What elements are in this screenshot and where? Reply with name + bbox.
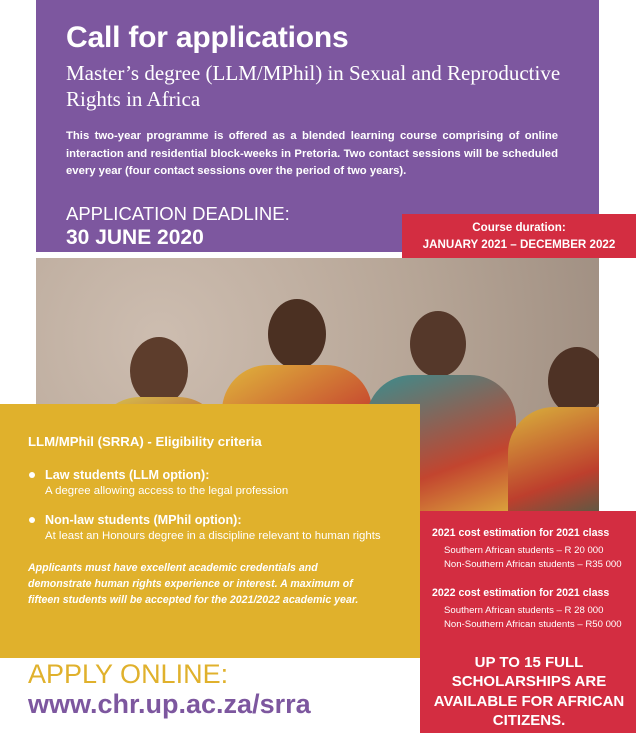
eligibility-note: Applicants must have excellent academic credentials and demonstrate human rights experience or interest. A maximum of fifteen students will be accepted for the 2021/2022 academic year. <box>28 561 359 606</box>
deadline-label: APPLICATION DEADLINE: <box>66 202 290 224</box>
cost-line: Southern African students – R 28 000 <box>444 604 604 616</box>
eligibility-block <box>0 404 420 658</box>
photo-person-4 <box>508 317 599 527</box>
photo-person-1-head <box>130 337 188 405</box>
eligibility-item-heading: Non-law students (MPhil option): <box>45 513 242 528</box>
cost-line: Southern African students – R 20 000 <box>444 545 604 556</box>
eligibility-item-detail: A degree allowing access to the legal profession <box>45 485 289 497</box>
course-duration-badge <box>402 214 636 258</box>
list-item <box>28 467 394 499</box>
page-subtitle: Master’s degree (LLM/MPhil) in Sexual and Reproductive Rights in Africa <box>66 60 561 111</box>
programme-description: This two-year programme is offered as a blended learning course comprising of online interaction and residential block-weeks in Pretoria. Two contact sessions will be scheduled every year (four contact sessions over the period of two years). <box>66 130 558 177</box>
photo-person-4-body <box>508 407 599 527</box>
eligibility-item-detail: At least an Honours degree in a discipline relevant to human rights <box>45 530 381 543</box>
cost-group-title-2022: 2022 cost estimation for 2021 class <box>432 586 610 599</box>
eligibility-list <box>28 467 394 545</box>
costs-block <box>420 511 636 733</box>
page-title: Call for applications <box>66 21 349 54</box>
course-duration-title: Course duration: <box>472 221 566 234</box>
cost-line: Non-Southern African students – R35 000 <box>444 559 622 571</box>
apply-online-label: APPLY ONLINE: <box>28 659 229 689</box>
apply-online-area <box>28 660 418 720</box>
apply-online-url[interactable]: www.chr.up.ac.za/srra <box>28 689 311 720</box>
scholarship-notice: UP TO 15 FULL SCHOLARSHIPS ARE AVAILABLE FOR AFRICAN CITIZENS. <box>433 653 625 730</box>
eligibility-title: LLM/MPhil (SRRA) - Eligibility criteria <box>28 434 262 449</box>
cost-group-title-2021: 2021 cost estimation for 2021 class <box>432 527 610 539</box>
photo-person-2-head <box>268 299 326 369</box>
course-duration-range: JANUARY 2021 – DECEMBER 2022 <box>422 237 616 251</box>
cost-line: Non-Southern African students – R50 000 <box>444 619 622 631</box>
list-item <box>28 512 394 544</box>
eligibility-item-heading: Law students (LLM option): <box>45 468 210 482</box>
photo-person-4-head <box>548 347 599 415</box>
photo-person-3-head <box>410 311 466 377</box>
deadline-date: 30 JUNE 2020 <box>66 226 204 250</box>
